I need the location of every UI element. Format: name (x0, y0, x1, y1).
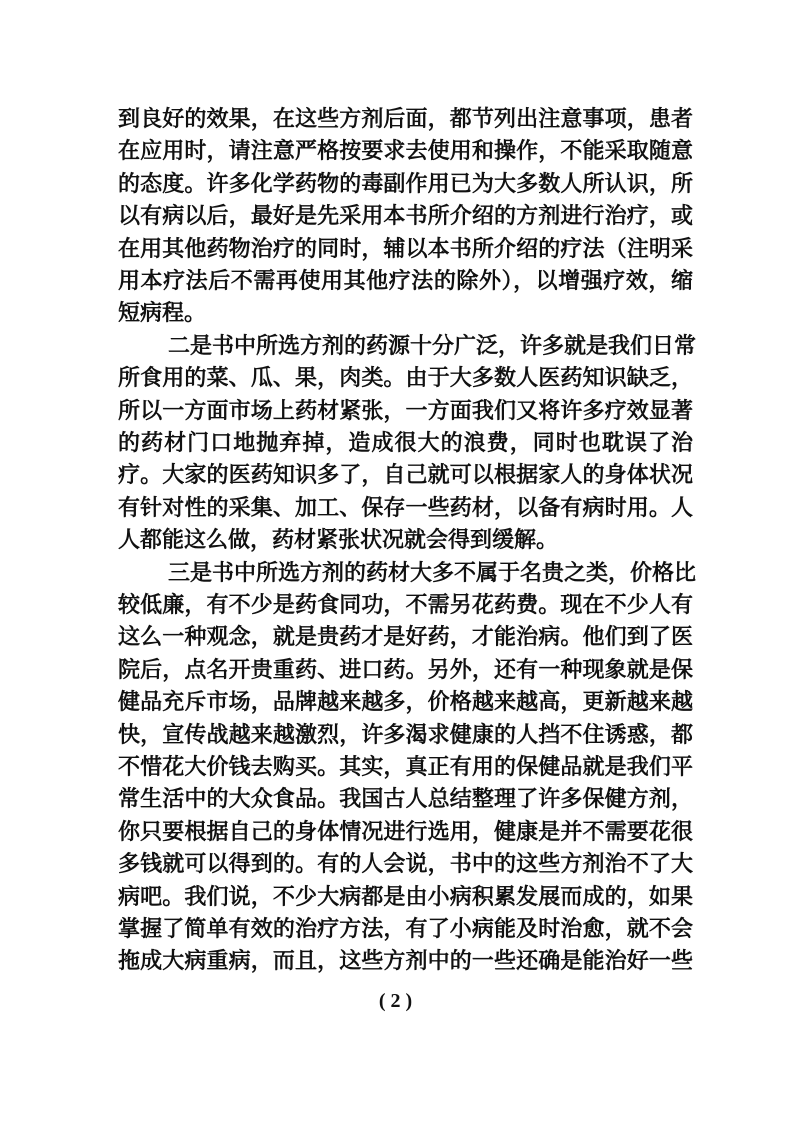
text-line: 的药材门口地抛弃掉，造成很大的浪费，同时也耽误了治 (118, 430, 693, 456)
text-line: 以有病以后，最好是先采用本书所介绍的方剂进行治疗，或 (118, 203, 693, 230)
text-line: 快，宣传战越来越激烈，许多渴求健康的人挡不住诱惑，都 (118, 721, 693, 748)
text-line: 短病程。 (118, 300, 207, 327)
text-line: 在用其他药物治疗的同时，辅以本书所介绍的疗法（注明采 (118, 235, 693, 262)
text-line: 拖成大病重病，而且，这些方剂中的一些还确是能治好一些 (118, 948, 693, 975)
text-line: 院后，点名开贵重药、进口药。另外，还有一种现象就是保 (118, 656, 693, 683)
text-line: 疗。大家的医药知识多了，自己就可以根据家人的身体状况 (118, 462, 693, 489)
text-line: 你只要根据自己的身体情况进行选用，健康是并不需要花很 (118, 818, 693, 845)
text-line: 二是书中所选方剂的药源十分广泛，许多就是我们日常 (168, 332, 697, 359)
text-line: 较低廉，有不少是药食同功，不需另花药费。现在不少人有 (118, 592, 693, 618)
text-line: 不惜花大价钱去购买。其实，真正有用的保健品就是我们平 (118, 754, 693, 780)
text-line: 人都能这么做，药材紧张状况就会得到缓解。 (118, 527, 559, 554)
text-line: 有针对性的采集、加工、保存一些药材，以备有病时用。人 (118, 494, 693, 521)
text-line: 多钱就可以得到的。有的人会说，书中的这些方剂治不了大 (118, 851, 693, 878)
text-line: 这么一种观念，就是贵药才是好药，才能治病。他们到了医 (118, 624, 693, 651)
text-line: 三是书中所选方剂的药材大多不属于名贵之类，价格比 (168, 559, 697, 586)
text-line: 所以一方面市场上药材紧张，一方面我们又将许多疗效显著 (118, 397, 693, 424)
text-line: 到良好的效果，在这些方剂后面，都节列出注意事项，患者 (118, 106, 693, 132)
page-number: ( 2 ) (378, 990, 413, 1012)
text-line: 病吧。我们说，不少大病都是由小病积累发展而成的，如果 (118, 883, 693, 910)
text-line: 常生活中的大众食品。我国古人总结整理了许多保健方剂， (118, 786, 693, 813)
text-line: 健品充斥市场，品牌越来越多，价格越来越高，更新越来越 (118, 689, 693, 716)
text-line: 掌握了简单有效的治疗方法，有了小病能及时治愈，就不会 (118, 916, 693, 942)
text-line: 所食用的菜、瓜、果，肉类。由于大多数人医药知识缺乏， (118, 365, 693, 392)
text-line: 的态度。许多化学药物的毒副作用已为大多数人所认识，所 (118, 170, 693, 197)
text-line: 用本疗法后不需再使用其他疗法的除外），以增强疗效，缩 (118, 268, 693, 294)
text-line: 在应用时，请注意严格按要求去使用和操作，不能采取随意 (118, 138, 693, 165)
